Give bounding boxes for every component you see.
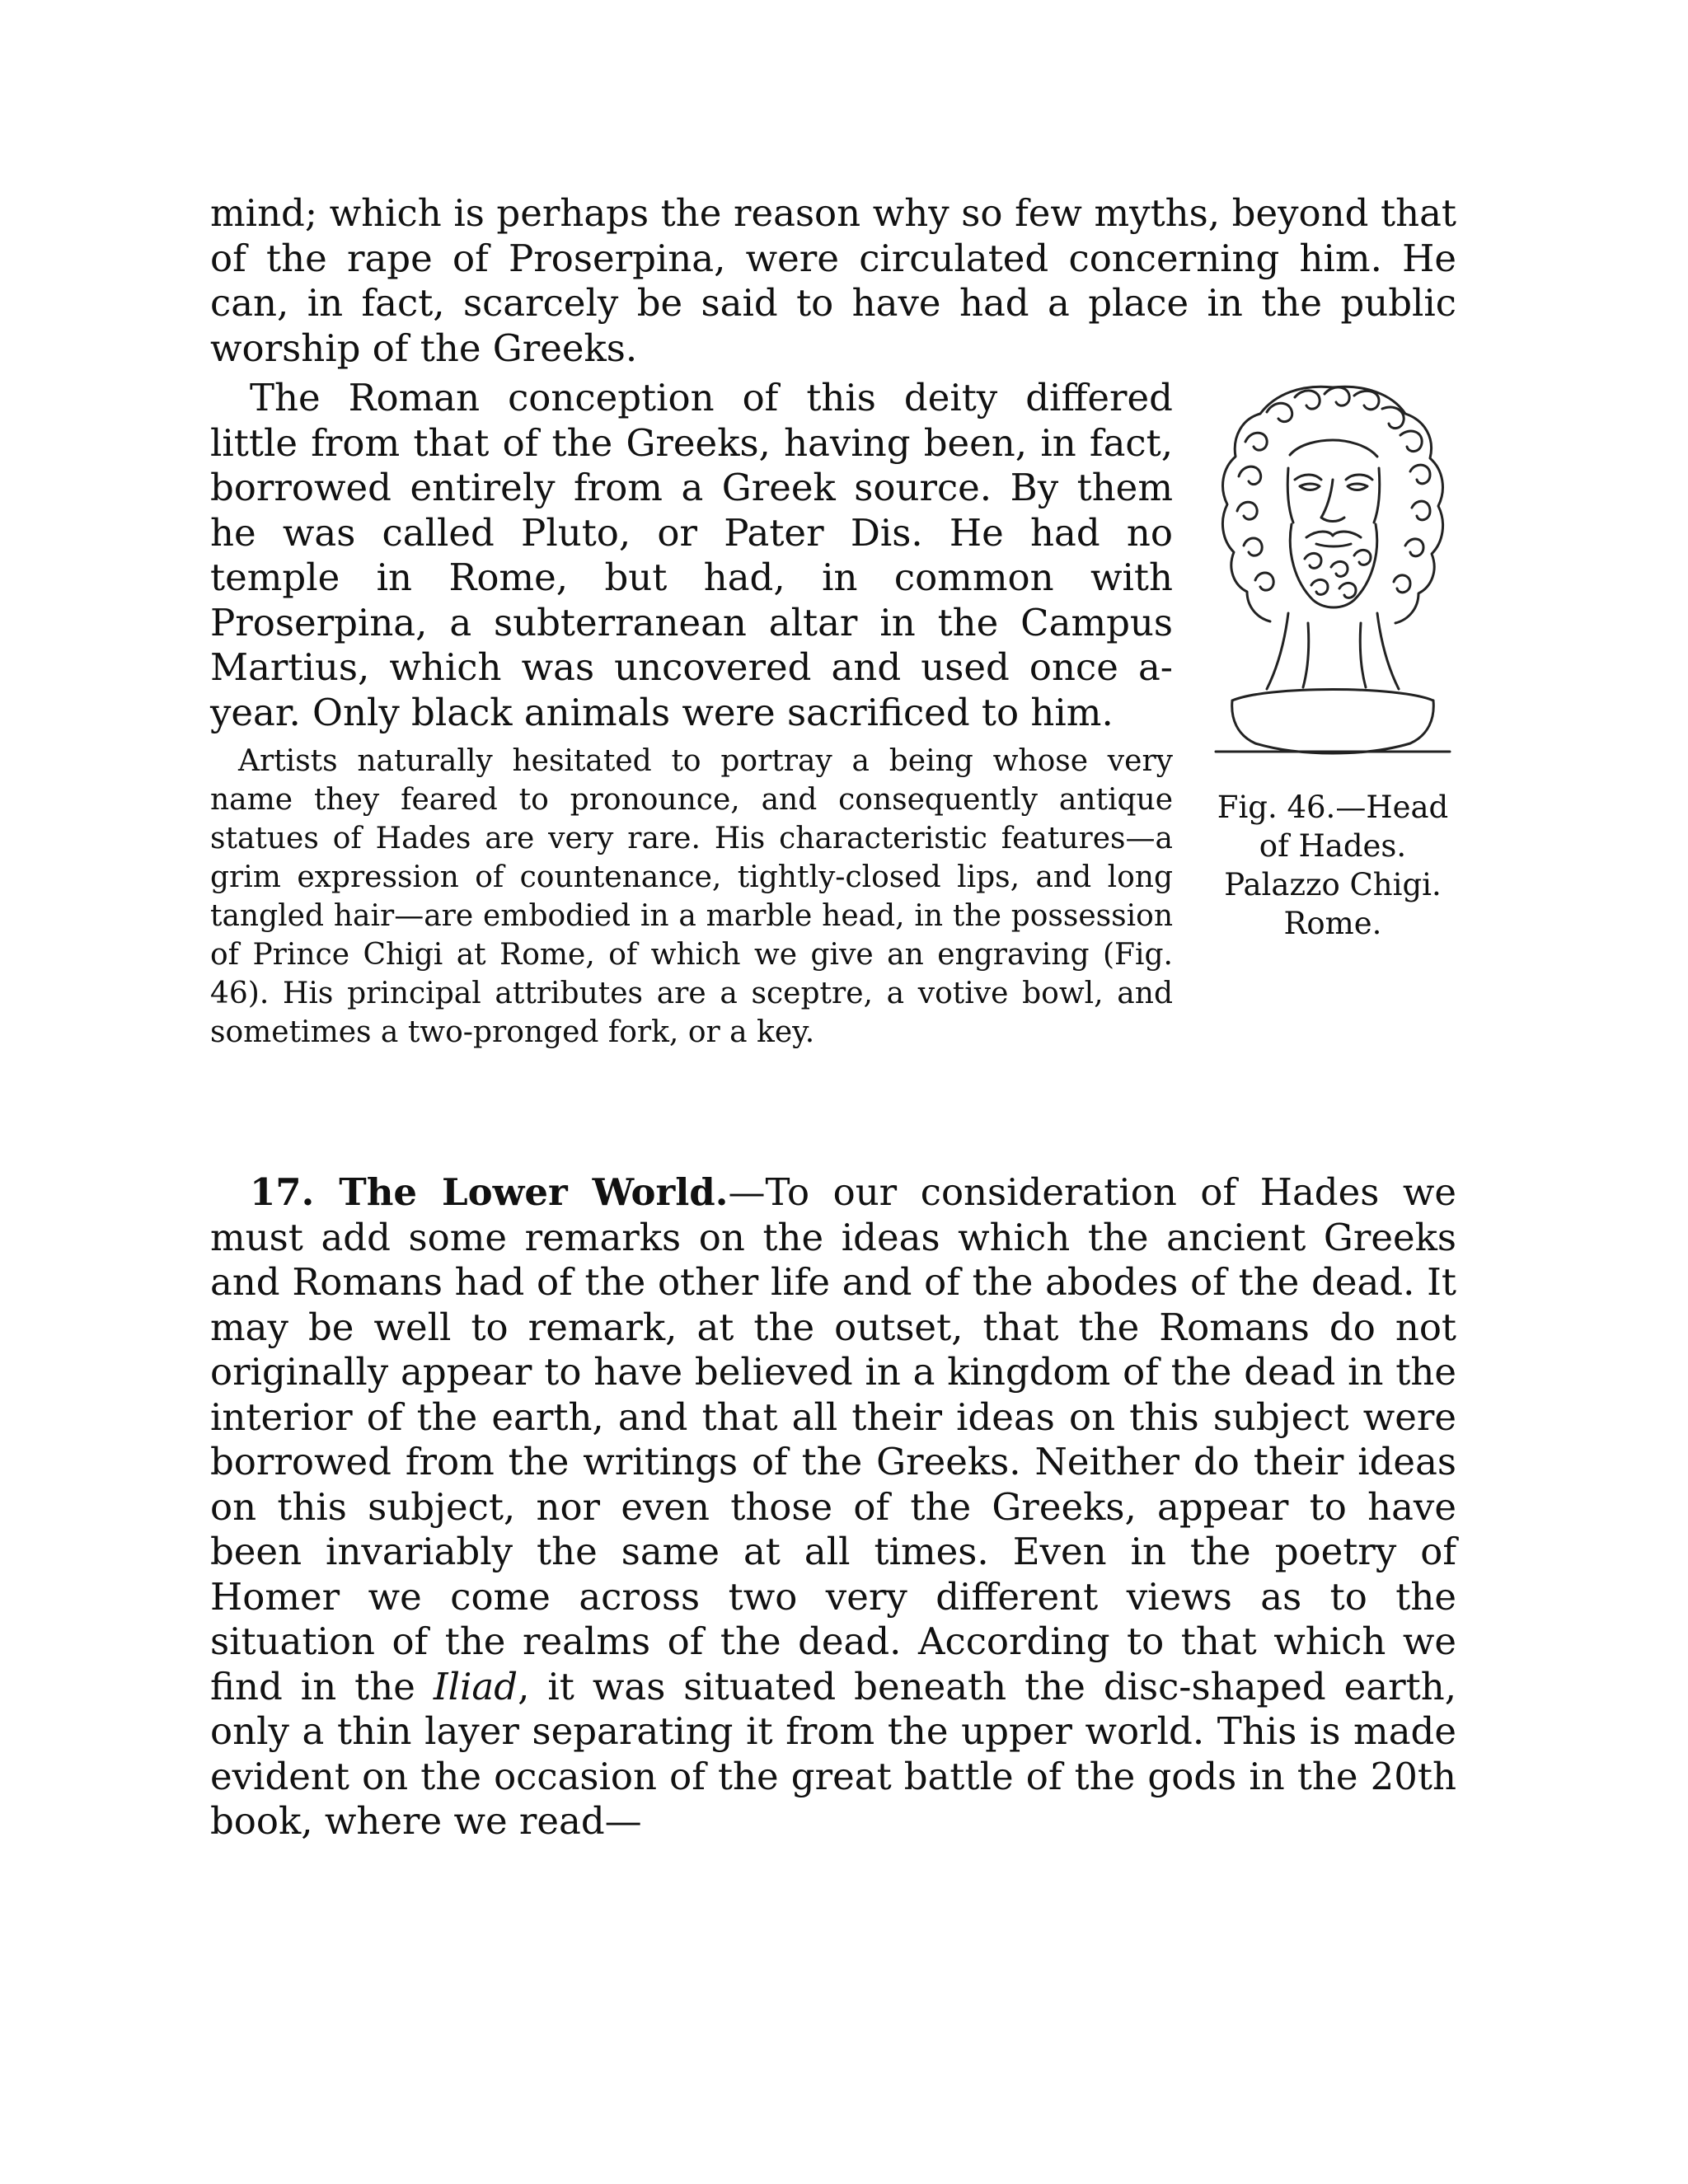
top-paragraph: mind; which is perhaps the reason why so few myths, beyond that of the rape of Proserpina, were circulated concerning him. He can, in fact, scarcely be said to have had a place in the public worship of the Greeks. — [210, 191, 1456, 370]
section-text: —To our consideration of Hades we must add some remarks on the ideas which the ancient Greeks and Romans had of the other life and of the abodes of the dead. It may be well to remark, at the outset, that the Romans do not originally appear to have believed in a kingdom of the dead in the interior of the earth, and that all their ideas on this subject were borrowed from the writings of the Greeks. Neither do their ideas on this subject, nor even those of the Greeks, appear to have been invariably the same at all times. Even in the poetry of Homer we come across two very different views as to the situation of the realms of the dead. According to that which we find in the — [210, 1170, 1457, 1708]
lower-world-paragraph — [210, 1170, 1456, 1844]
figure-caption — [1209, 788, 1456, 943]
document-page — [210, 191, 1456, 1844]
section-heading: 17. The Lower World. — [250, 1170, 729, 1214]
text-column — [210, 376, 1173, 1052]
caption-line: Fig. 46.—Head — [1217, 790, 1449, 825]
caption-line: of Hades. — [1259, 828, 1407, 864]
caption-line: Palazzo Chigi. — [1224, 867, 1442, 902]
iliad-title: Iliad — [433, 1664, 518, 1708]
section-text-continued: , it was situated beneath the disc-shaped earth, only a thin layer separating it from the upper world. This is made evident on the occasion of the great battle of the gods in the 20th book, where we read— — [210, 1664, 1456, 1843]
artists-paragraph: Artists naturally hesitated to portray a being whose very name they feared to pronounce, and consequently antique statues of Hades are very rare. His characteristic features—a grim expression of countenance, tightly-closed lips, and long tangled hair—are embodied in a marble head, in the possession of Prince Chigi at Rome, of which we give an engraving (Fig. 46). His principal attributes are a sceptre, a votive bowl, and sometimes a two-pronged fork, or a key. — [210, 744, 1173, 1049]
roman-paragraph: The Roman conception of this deity differed little from that of the Greeks, having been, in fact, borrowed entirely from a Greek source. By them he was called Pluto, or Pater Dis. He had no temple in Rome, but had, in common with Proserpina, a subterranean altar in the Campus Martius, which was uncovered and used once a-year. Only black animals were sacrificed to him. — [210, 376, 1173, 734]
figure-46 — [1209, 376, 1456, 943]
caption-line: Rome. — [1283, 906, 1382, 941]
figure-row — [210, 376, 1456, 1085]
hades-head-engraving-icon — [1209, 376, 1456, 760]
